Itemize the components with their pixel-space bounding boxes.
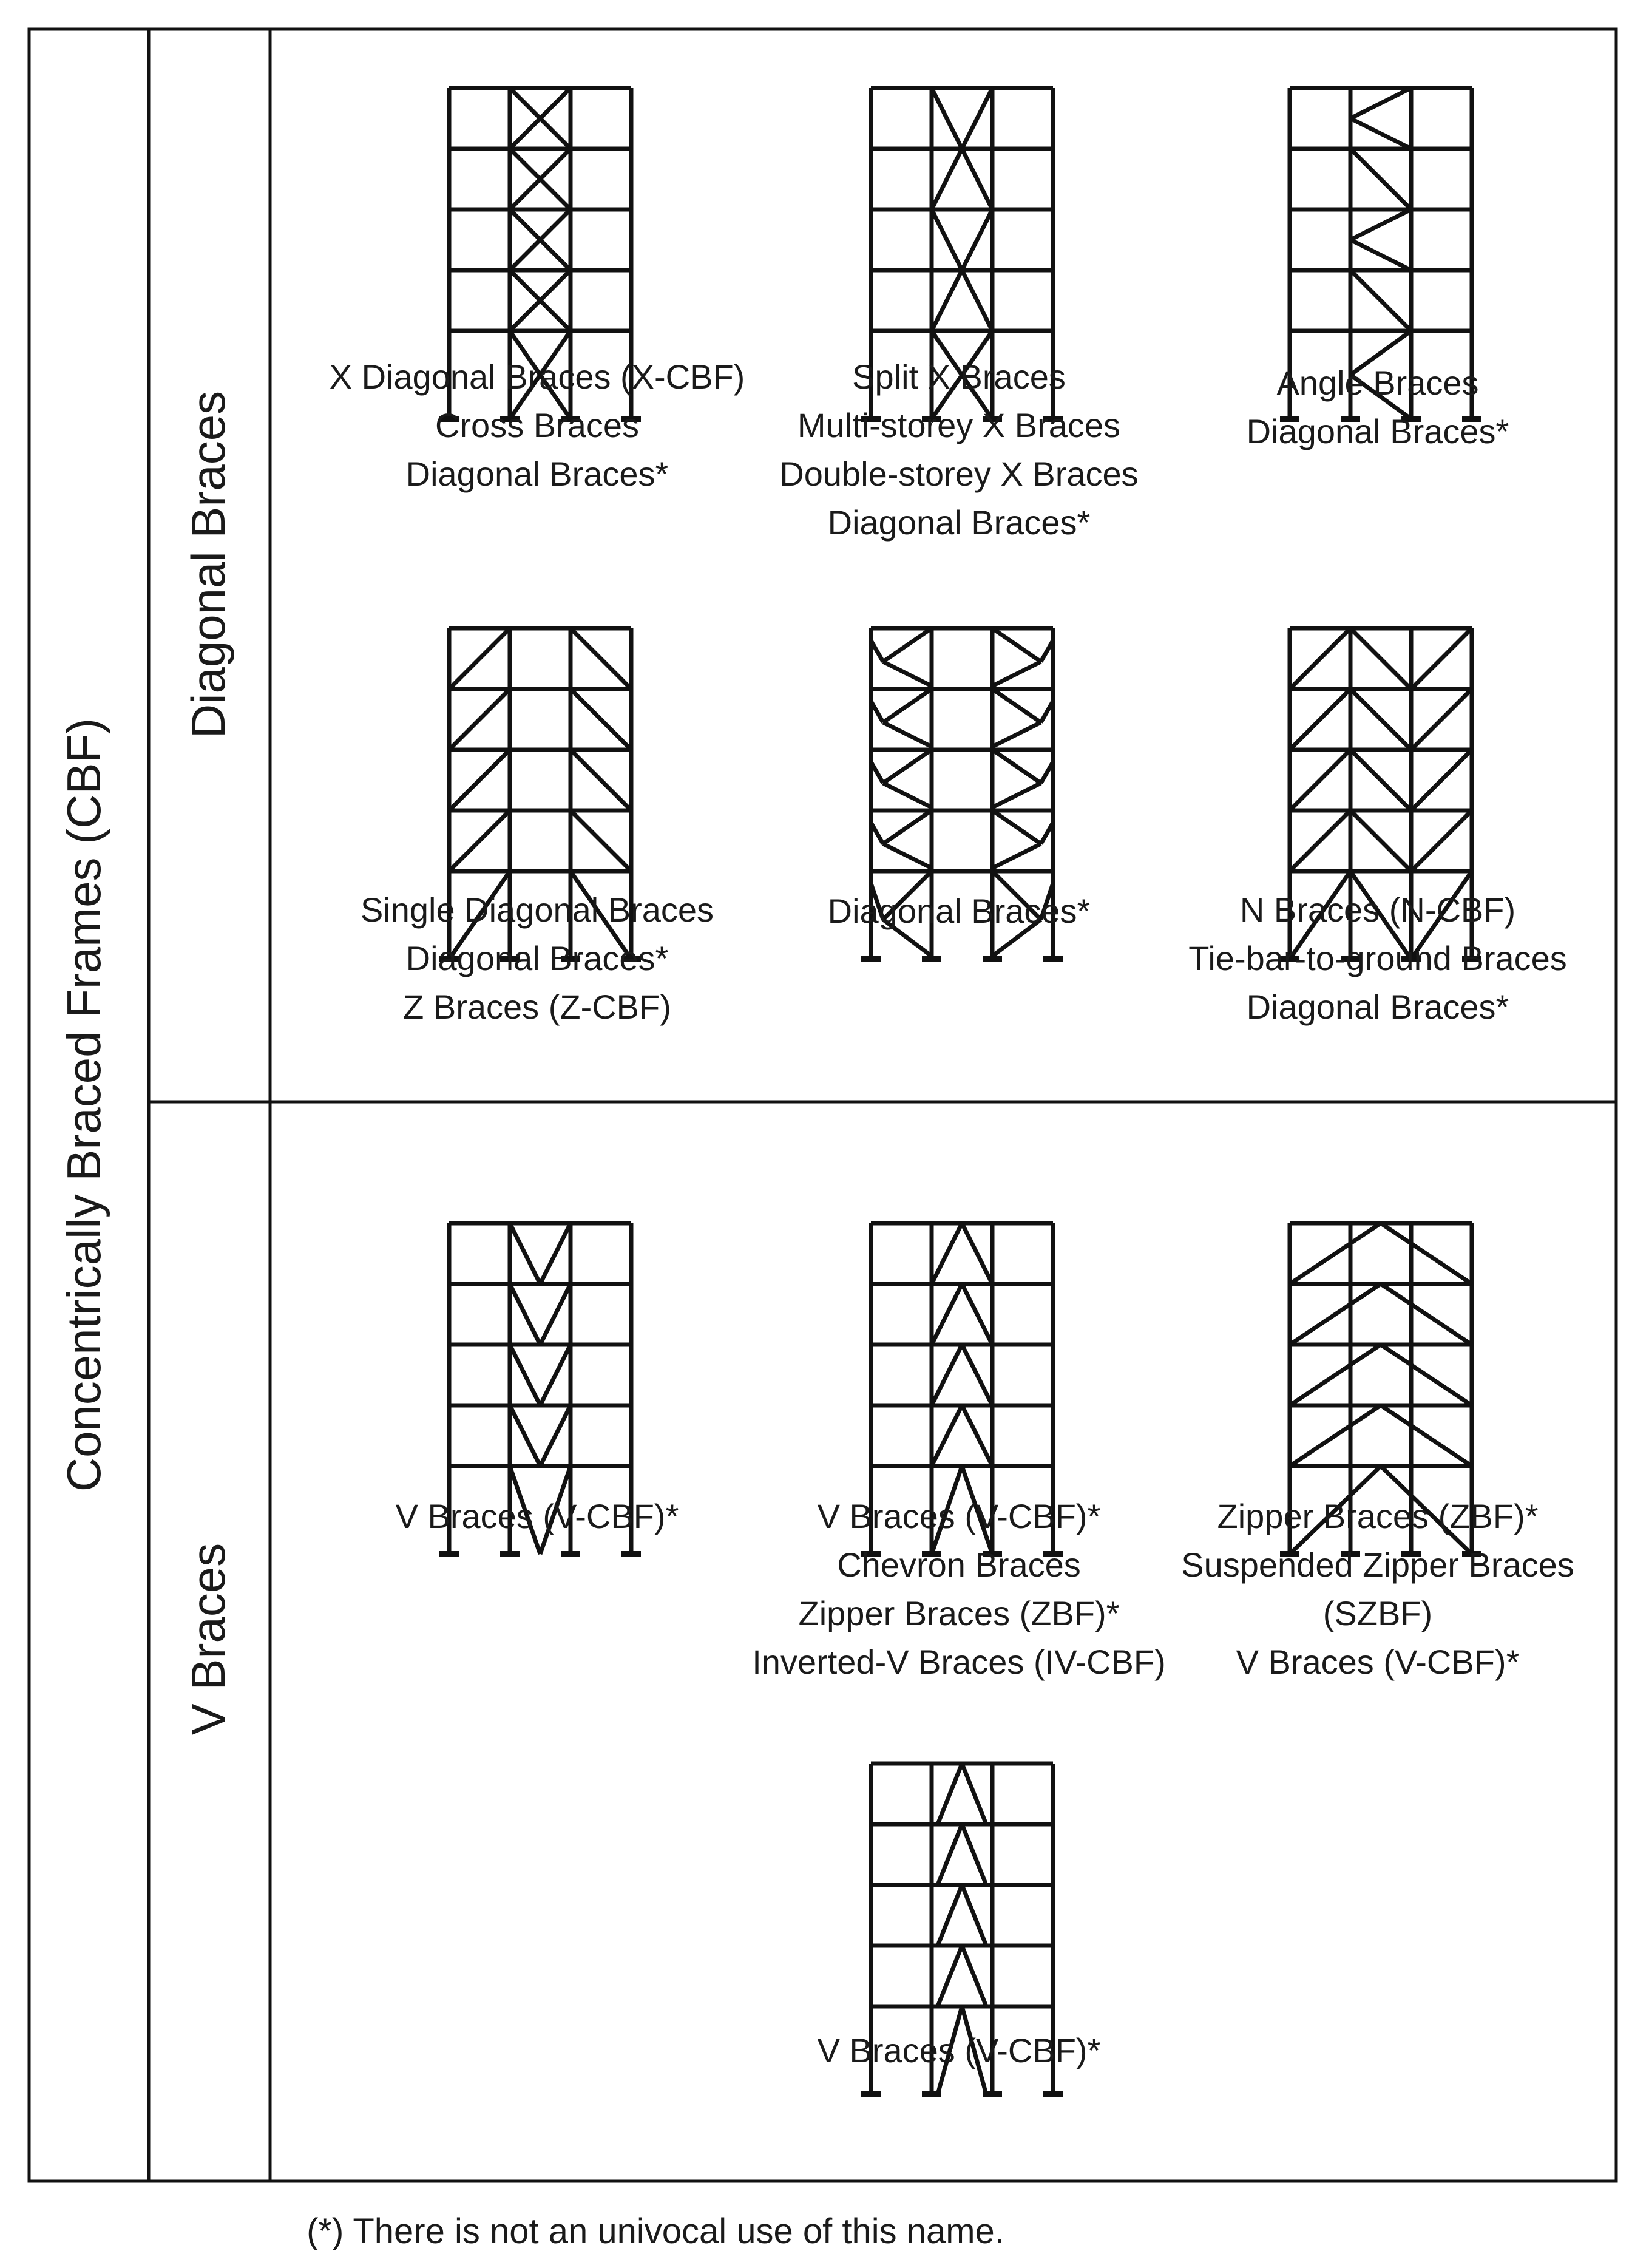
frame-brace xyxy=(1350,270,1411,331)
frame-label: V Braces (V-CBF)* xyxy=(817,1497,1101,1535)
frame-brace xyxy=(1290,1345,1381,1405)
frame-brace xyxy=(1381,1223,1472,1284)
frame-brace xyxy=(883,783,932,807)
frame-support xyxy=(1043,956,1063,962)
frame-brace xyxy=(932,1405,962,1466)
frame-label: Z Braces (Z-CBF) xyxy=(403,988,671,1026)
frame-brace xyxy=(883,810,932,844)
frame-brace xyxy=(449,628,510,689)
frame-brace xyxy=(932,1223,962,1284)
frame-brace xyxy=(962,1764,986,1824)
frame-support xyxy=(500,1551,520,1557)
frame-label: Double-storey X Braces xyxy=(779,455,1139,493)
frame-brace xyxy=(992,750,1041,783)
frame-brace xyxy=(938,1946,962,2006)
frame-brace xyxy=(932,1284,962,1345)
frame-label: V Braces (V-CBF)* xyxy=(395,1497,679,1535)
frame-brace xyxy=(1290,689,1350,750)
frame-brace xyxy=(962,1824,986,1885)
frame-brace xyxy=(1290,1284,1381,1345)
frame-brace xyxy=(992,628,1041,662)
frame-label: V Braces (V-CBF)* xyxy=(817,2031,1101,2069)
frame-brace xyxy=(1350,209,1411,240)
frame-brace xyxy=(1350,810,1411,871)
section-title-diagonal: Diagonal Braces xyxy=(181,390,235,739)
frame-brace xyxy=(883,689,932,722)
frame-brace xyxy=(1350,149,1411,209)
frame-brace xyxy=(571,628,631,689)
frame-brace xyxy=(540,1345,571,1405)
frame-label: N Braces (N-CBF) xyxy=(1239,891,1516,929)
frame-label: Multi-storey X Braces xyxy=(797,406,1121,444)
frame-brace xyxy=(992,689,1041,722)
frame-brace xyxy=(938,1764,962,1824)
frame-brace xyxy=(962,1345,992,1405)
frame-brace xyxy=(540,1284,571,1345)
frame-brace xyxy=(883,722,932,747)
frame-brace xyxy=(571,810,631,871)
frame-label: Diagonal Braces* xyxy=(1246,988,1509,1026)
frame-brace xyxy=(1290,1223,1381,1284)
frame-brace xyxy=(1290,628,1350,689)
frame-label: Diagonal Braces* xyxy=(827,892,1091,930)
frame-brace xyxy=(1350,118,1411,149)
frame-brace xyxy=(449,810,510,871)
frame-label: Chevron Braces xyxy=(837,1546,1081,1584)
frame-brace xyxy=(1350,240,1411,270)
frame-brace xyxy=(883,662,932,686)
outer-border xyxy=(29,29,1616,2181)
frame-support xyxy=(561,1551,580,1557)
main-title: Concentrically Braced Frames (CBF) xyxy=(57,718,110,1492)
frame-brace xyxy=(962,1223,992,1284)
frame-brace xyxy=(1290,810,1350,871)
frame-brace xyxy=(571,689,631,750)
frame-support xyxy=(439,1551,459,1557)
frame-brace xyxy=(1350,628,1411,689)
frame-brace xyxy=(962,1946,986,2006)
frame-brace xyxy=(1381,1284,1472,1345)
frame-brace xyxy=(992,722,1041,747)
frame-brace xyxy=(1290,750,1350,810)
frame-brace xyxy=(883,750,932,783)
frame-brace xyxy=(1381,1405,1472,1466)
frame-label: Zipper Braces (ZBF)* xyxy=(1217,1497,1539,1535)
frame-brace xyxy=(883,844,932,868)
frame-support xyxy=(861,2091,881,2097)
frame-support xyxy=(922,956,941,962)
frame-label: Inverted-V Braces (IV-CBF) xyxy=(752,1643,1166,1681)
frame-brace xyxy=(510,1223,540,1284)
frame-brace xyxy=(938,1824,962,1885)
frame-brace xyxy=(449,750,510,810)
frame-brace xyxy=(1411,628,1472,689)
frame-label: Diagonal Braces* xyxy=(405,455,669,493)
frame-support xyxy=(621,1551,641,1557)
frame-label: (SZBF) xyxy=(1322,1594,1433,1632)
frame-brace xyxy=(992,783,1041,807)
frame-brace xyxy=(1350,750,1411,810)
frame-brace xyxy=(1350,88,1411,118)
frame-brace xyxy=(1350,689,1411,750)
frame-label: Split X Braces xyxy=(852,358,1066,396)
section-title-v: V Braces xyxy=(181,1543,235,1736)
labels-layer xyxy=(330,358,1574,2069)
frame-brace xyxy=(1290,1405,1381,1466)
frame-brace xyxy=(510,1345,540,1405)
frame-label: Angle Braces xyxy=(1276,364,1479,402)
frame-label: Diagonal Braces* xyxy=(405,939,669,977)
frame-brace xyxy=(932,1345,962,1405)
frame-label: Suspended Zipper Braces xyxy=(1181,1546,1574,1584)
frame-brace xyxy=(1411,750,1472,810)
frame-brace xyxy=(1381,1345,1472,1405)
frame-label: X Diagonal Braces (X-CBF) xyxy=(329,358,745,396)
frame-label: Single Diagonal Braces xyxy=(360,891,714,929)
frame-support xyxy=(1043,2091,1063,2097)
frame-brace xyxy=(962,1885,986,1946)
frame-brace xyxy=(962,1284,992,1345)
frame-brace xyxy=(883,628,932,662)
frame-brace xyxy=(540,1405,571,1466)
frame-brace xyxy=(1411,689,1472,750)
frame-brace xyxy=(510,1405,540,1466)
frame-brace xyxy=(992,810,1041,844)
frame-brace xyxy=(962,1405,992,1466)
frame-support xyxy=(861,956,881,962)
frame-label: Tie-bar-to-ground Braces xyxy=(1188,939,1567,977)
footnote: (*) There is not an univocal use of this name. xyxy=(306,2212,1004,2251)
frame-label: Diagonal Braces* xyxy=(1246,412,1509,450)
frame-brace xyxy=(992,844,1041,868)
frame-label: V Braces (V-CBF)* xyxy=(1236,1643,1520,1681)
frame-brace xyxy=(1411,810,1472,871)
frame-brace xyxy=(540,1223,571,1284)
frame-brace xyxy=(449,689,510,750)
frame-label: Diagonal Braces* xyxy=(827,503,1091,542)
frame-brace xyxy=(571,750,631,810)
frame-brace xyxy=(938,1885,962,1946)
frame-label: Cross Braces xyxy=(435,406,640,444)
frame-support xyxy=(983,956,1002,962)
frame-brace xyxy=(510,1284,540,1345)
frame-brace xyxy=(992,662,1041,686)
table-borders xyxy=(29,29,1616,2181)
frame-label: Zipper Braces (ZBF)* xyxy=(798,1594,1120,1632)
